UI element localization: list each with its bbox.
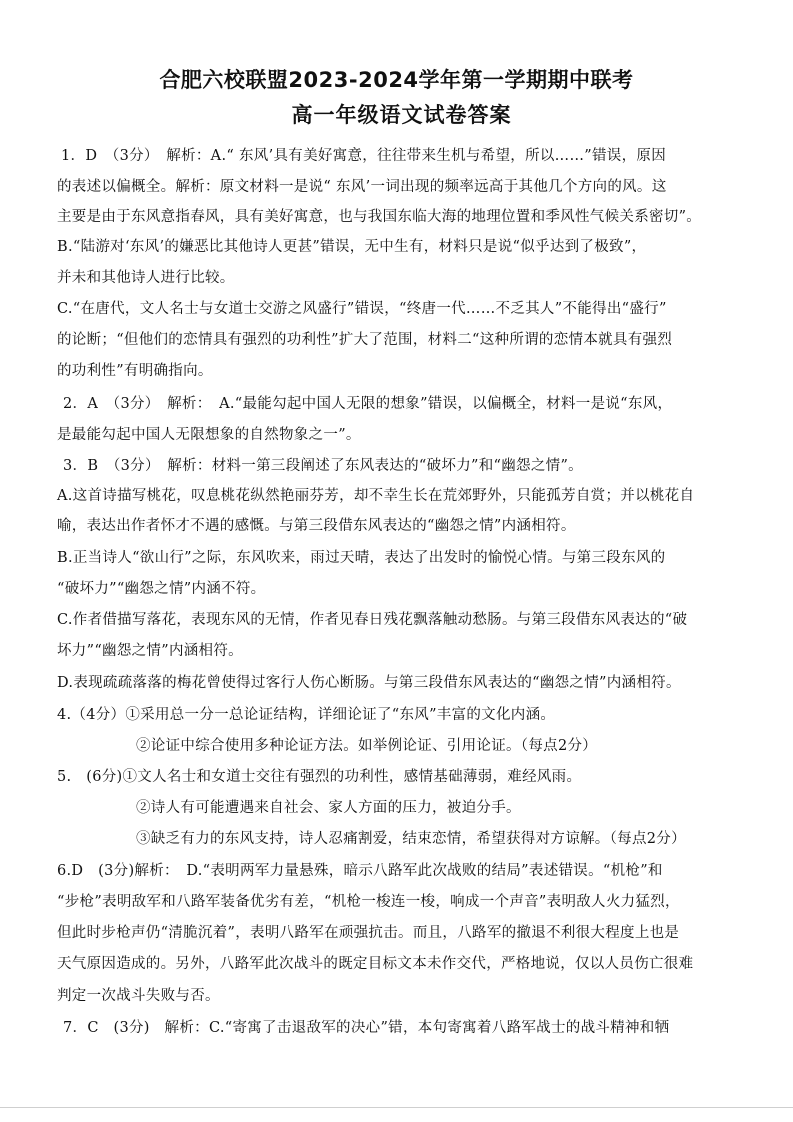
answer-line: 3．B （3分） 解析：材料一第三段阐述了东风表达的“破坏力”和“幽怨之情”。	[63, 458, 583, 474]
answer-line: 的论断；“但他们的恋情具有强烈的功利性”扩大了范围，材料二“这种所谓的恋情本就具有强烈	[57, 332, 673, 348]
answer-line: 2．A （3分） 解析： A.“最能勾起中国人无限的想象”错误，以偏概全，材料一是说“东风，	[63, 396, 673, 412]
answer-line: 天气原因造成的。另外，八路军此次战斗的既定目标文本未作交代，严格地说，仅以人员伤亡很难	[57, 956, 694, 972]
answer-line: D.表现疏疏落落的梅花曾使得过客行人伤心断肠。与第三段借东风表达的“幽怨之情”内涵相符。	[57, 675, 681, 691]
answer-line: 1．D （3分） 解析：A.“ 东风’具有美好寓意，往往带来生机与希望，所以……”错误，原因	[61, 148, 666, 164]
answer-line: B.“陆游对‘东风’的嫌恶比其他诗人更甚”错误，无中生有，材料只是说“似乎达到了极致”，	[57, 239, 647, 255]
answer-line: 6.D (3分)解析： D.“表明两军力量悬殊，暗示八路军此次战败的结局”表述错误。“机枪”和	[57, 863, 663, 879]
answer-line: ②诗人有可能遭遇来自社会、家人方面的压力，被迫分手。	[136, 800, 521, 816]
answer-line: “步枪”表明敌军和八路军装备优劣有差，“机枪一梭连一梭，响成一个声音”表明敌人火力猛烈，	[57, 894, 680, 910]
page-bottom-divider	[0, 1107, 793, 1108]
answer-sheet-subtitle: 高一年级语文试卷答案	[291, 103, 512, 127]
answer-line: 判定一次战斗失败与否。	[57, 988, 220, 1004]
answer-line: 的功利性”有明确指向。	[57, 363, 213, 379]
answer-line: 喻，表达出作者怀才不遇的感慨。与第三段借东风表达的“幽怨之情”内涵相符。	[57, 518, 576, 534]
answer-line: B.正当诗人“欲山行”之际，东风吹来，雨过天晴，表达了出发时的愉悦心情。与第三段东风的	[57, 550, 666, 566]
answer-line: C.作者借描写落花，表现东风的无情，作者见春日残花飘落触动愁肠。与第三段借东风表达的“破	[57, 612, 688, 628]
answer-line: ③缺乏有力的东风支持，诗人忍痛割爱，结束恋情，希望获得对方谅解。（每点2分）	[136, 831, 686, 847]
answer-line: 的表述以偏概全。解析：原文材料一是说“ 东风’一词出现的频率远高于其他几个方向的风。这	[57, 179, 667, 195]
answer-line: 4.（4分）①采用总一分一总论证结构，详细论证了“东风”丰富的文化内涵。	[57, 707, 556, 723]
answer-line: ②论证中综合使用多种论证方法。如举例论证、引用论证。（每点2分）	[136, 738, 598, 754]
exam-title: 合肥六校联盟2023-2024学年第一学期期中联考	[159, 68, 634, 92]
answer-line: 5. (6分)①文人名士和女道士交往有强烈的功利性，感情基础薄弱，难经风雨。	[57, 769, 582, 785]
answer-line: “破坏力”“幽怨之情”内涵不符。	[57, 581, 266, 597]
answer-line: 并未和其他诗人进行比较。	[57, 270, 235, 286]
answer-line: A.这首诗描写桃花，叹息桃花纵然艳丽芬芳，却不幸生长在荒郊野外，只能孤芳自赏；并以桃花自	[57, 488, 695, 504]
answer-line: 主要是由于东风意指春风，具有美好寓意，也与我国东临大海的地理位置和季风性气候关系密切”。	[57, 209, 702, 225]
answer-line: 7．C (3分) 解析：C.“寄寓了击退敌军的决心”错，本句寄寓着八路军战士的战斗精神和牺	[63, 1020, 670, 1036]
answer-line: 但此时步枪声仍“清脆沉着”，表明八路军在顽强抗击。而且，八路军的撤退不利很大程度上也是	[57, 925, 680, 941]
answer-line: 坏力”“幽怨之情”内涵相符。	[57, 643, 243, 659]
answer-line: C.“在唐代，文人名士与女道士交游之风盛行”错误，“终唐一代……不乏其人”不能得出“盛行”	[57, 301, 667, 317]
answer-line: 是最能勾起中国人无限想象的自然物象之一”。	[57, 427, 361, 443]
